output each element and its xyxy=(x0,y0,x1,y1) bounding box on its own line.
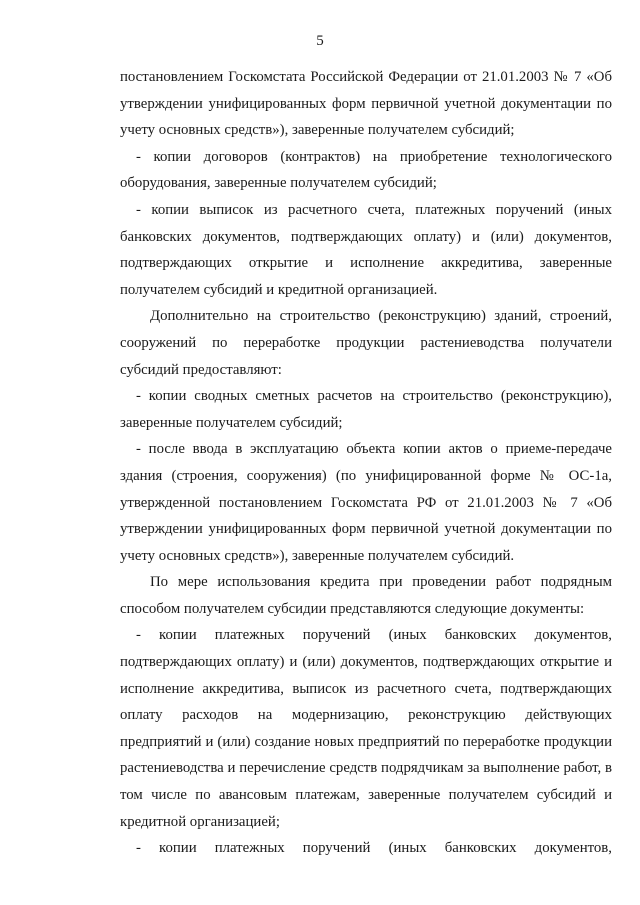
paragraph-construction: Дополнительно на строительство (реконструкцию) зданий, строений, сооружений по переработке продукции растениеводства получатели субсидий предоставляют: xyxy=(120,308,612,378)
list-item-contracts: - копии договоров (контрактов) на приобретение технологического оборудования, заверенные получателем субсидий; xyxy=(120,148,612,192)
list-item-bank-statements: - копии выписок из расчетного счета, платежных поручений (иных банковских документов, подтверждающих оплату) и (или) документов, подтверждающих открытие и исполнение аккредитива, заверенные получателем субсидий и кредитной организацией. xyxy=(120,201,612,298)
paragraph-continuation: постановлением Госкомстата Российской Федерации от 21.01.2003 № 7 «Об утверждении унифицированных форм первичной учетной документации по учету основных средств»), заверенные получателем субсидий; xyxy=(120,69,612,139)
list-item-payment-orders-continued: - копии платежных поручений (иных банковских документов, xyxy=(136,840,612,857)
page-number: 5 xyxy=(316,33,324,49)
list-item-payment-orders: - копии платежных поручений (иных банковских документов, подтверждающих оплату) и (или) документов, подтверждающих открытие и исполнение аккредитива, выписок из расчетного счета, подтверждающих оплату расходов на модернизацию, реконструкцию действующих предприятий и (или) создание новых предприятий по переработке продукции растениеводства и перечисление средств подрядчикам за выполнение работ, в том числе по авансовым платежам, заверенные получателем субсидий и кредитной организацией; xyxy=(120,627,612,830)
paragraph-contract-work: По мере использования кредита при проведении работ подрядным способом получателем субсидии представляются следующие документы: xyxy=(120,574,612,617)
list-item-estimates: - копии сводных сметных расчетов на строительство (реконструкцию), заверенные получателем субсидий; xyxy=(120,388,612,431)
document-body xyxy=(120,64,612,862)
list-item-acceptance-acts: - после ввода в эксплуатацию объекта копии актов о приеме-передаче здания (строения, сооружения) (по унифицированной форме № ОС-1а, утвержденной постановлением Госкомстата РФ от 21.01.2003 № 7 «Об утверждении унифицированных форм первичной учетной документации по учету основных средств»), заверенные получателем субсидий. xyxy=(120,441,612,564)
